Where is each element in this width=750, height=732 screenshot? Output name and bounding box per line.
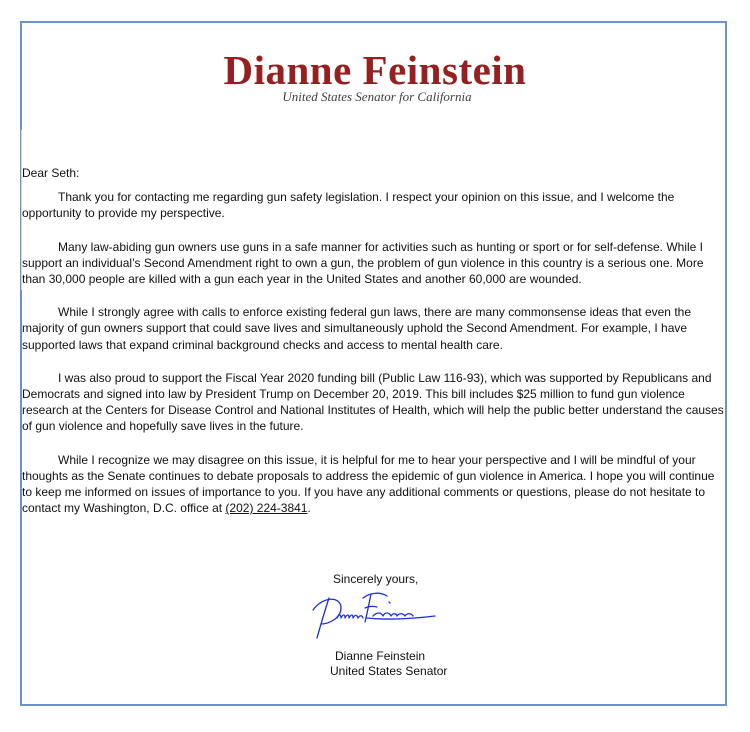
letterhead-title: United States Senator for California (282, 89, 472, 104)
paragraph-3: While I strongly agree with calls to enforce existing federal gun laws, there are many commonsense ideas that even the majority of gun owners support that could save lives and simultaneously uphold the Second Amendment. For example, I have supported laws that expand criminal background checks and access to mental health care. (22, 305, 691, 352)
signer-title: United States Senator (330, 664, 448, 678)
signature-image (307, 588, 439, 642)
phone-link[interactable]: (202) 224-3841 (225, 501, 308, 516)
paragraph-4: I was also proud to support the Fiscal Year 2020 funding bill (Public Law 116-93), which was supported by Republicans and Democrats and signed into law by President Trump on December 20, 2019. This bill includes $25 million to fund gun violence research at the Centers for Disease Control and National Institutes of Health, which will help the public better understand the causes of gun violence and hopefully save lives in the future. (22, 370, 724, 434)
paragraph-5 (22, 452, 725, 517)
paragraph-5-text: While I recognize we may disagree on this issue, it is helpful for me to hear your perspective and I will be mindful of your thoughts as the Senate continues to debate proposals to address the epidemic of gun violence in America. I hope you will continue to keep me informed on issues of importance to you. If you have any additional comments or questions, please do not hesitate to contact my Washington, D.C. office at (22, 452, 715, 516)
letterhead (0, 48, 750, 105)
letterhead-name: Dianne Feinstein (223, 47, 527, 93)
closing: Sincerely yours, (333, 572, 419, 586)
paragraph-2: Many law-abiding gun owners use guns in a safe manner for activities such as hunting or sport or for self-defense. While I support an individual’s Second Amendment right to own a gun, the problem of gun violence in this country is a serious one. More than 30,000 people are killed with a gun each year in the United States and another 60,000 are wounded. (22, 239, 704, 287)
salutation: Dear Seth: (22, 166, 80, 180)
letter-body (22, 165, 725, 533)
signer-name: Dianne Feinstein (335, 649, 426, 663)
paragraph-1: Thank you for contacting me regarding gun safety legislation. I respect your opinion on this issue, and I welcome the opportunity to provide my perspective. (22, 190, 675, 221)
paragraph-5-end: . (307, 501, 311, 516)
